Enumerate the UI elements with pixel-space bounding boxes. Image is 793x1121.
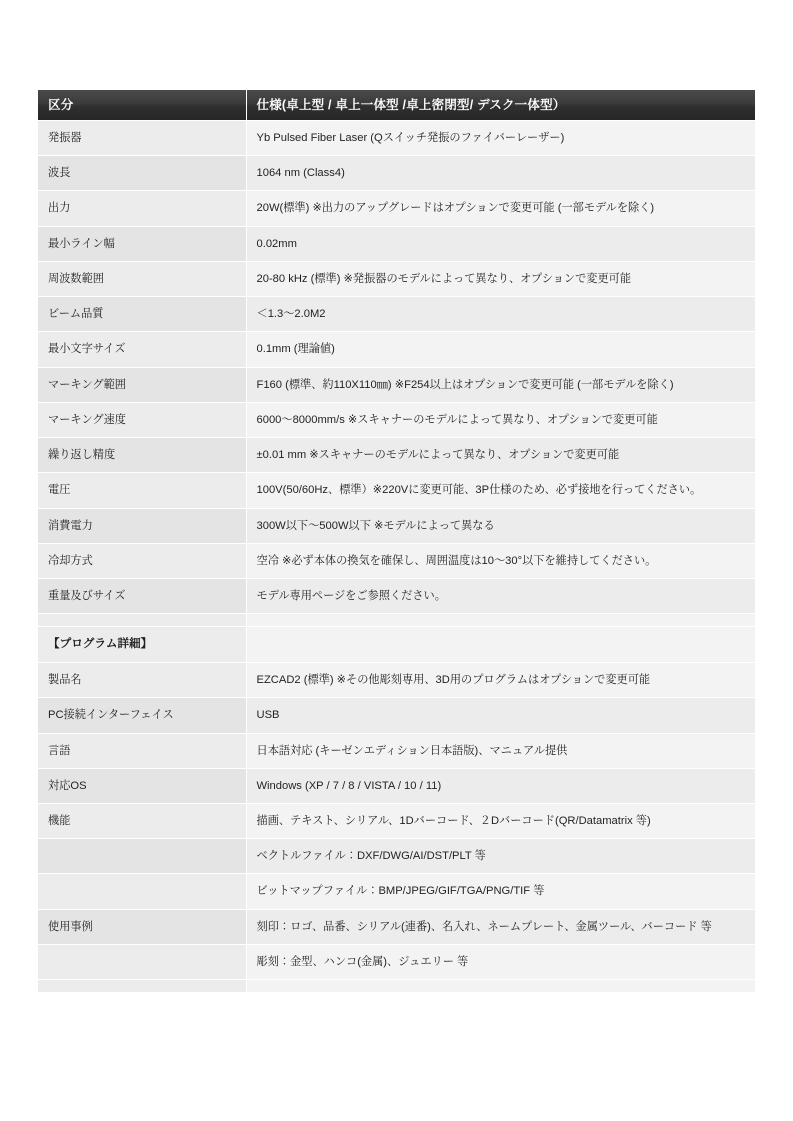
table-row bbox=[38, 191, 755, 226]
table-cell-category: 重量及びサイズ bbox=[38, 579, 246, 614]
table-cell-category: 波長 bbox=[38, 156, 246, 191]
table-cell-category: 周波数範囲 bbox=[38, 261, 246, 296]
table-row bbox=[38, 226, 755, 261]
table-row bbox=[38, 579, 755, 614]
table-cell-specification: ベクトルファイル：DXF/DWG/AI/DST/PLT 等 bbox=[246, 839, 755, 874]
table-cell-category: 【プログラム詳細】 bbox=[38, 627, 246, 663]
table-row bbox=[38, 543, 755, 578]
table-spacer-row bbox=[38, 614, 755, 627]
table-cell-specification: 1064 nm (Class4) bbox=[246, 156, 755, 191]
table-cell-category bbox=[38, 874, 246, 909]
table-row bbox=[38, 367, 755, 402]
table-cell-category: 言語 bbox=[38, 733, 246, 768]
table-cell-specification bbox=[246, 980, 755, 993]
table-cell-specification: モデル専用ページをご参照ください。 bbox=[246, 579, 755, 614]
table-cell-category: PC接続インターフェイス bbox=[38, 698, 246, 733]
table-cell-category: 出力 bbox=[38, 191, 246, 226]
table-cell-specification: 0.1mm (理論値) bbox=[246, 332, 755, 367]
table-row bbox=[38, 332, 755, 367]
table-row bbox=[38, 804, 755, 839]
table-cell-specification: ＜1.3〜2.0M2 bbox=[246, 297, 755, 332]
header-cell-specification: 仕様(卓上型 / 卓上一体型 /卓上密閉型/ デスク一体型） bbox=[246, 90, 755, 121]
table-cell-category: 消費電力 bbox=[38, 508, 246, 543]
table-cell-specification: Windows (XP / 7 / 8 / VISTA / 10 / 11) bbox=[246, 768, 755, 803]
table-row bbox=[38, 156, 755, 191]
table-cell-category: マーキング速度 bbox=[38, 402, 246, 437]
table-cell-category: 最小ライン幅 bbox=[38, 226, 246, 261]
table-cell-category: 対応OS bbox=[38, 768, 246, 803]
table-cell-category: 最小文字サイズ bbox=[38, 332, 246, 367]
table-cell-category: ビーム品質 bbox=[38, 297, 246, 332]
table-row bbox=[38, 402, 755, 437]
table-cell-category: 繰り返し精度 bbox=[38, 438, 246, 473]
table-row bbox=[38, 663, 755, 698]
table-row bbox=[38, 261, 755, 296]
table-cell-specification: Yb Pulsed Fiber Laser (Qスイッチ発振のファイバーレーザー) bbox=[246, 121, 755, 156]
table-row bbox=[38, 768, 755, 803]
table-cell-specification bbox=[246, 627, 755, 663]
table-row bbox=[38, 508, 755, 543]
table-row bbox=[38, 297, 755, 332]
specification-table bbox=[38, 90, 756, 993]
table-cell-category: 製品名 bbox=[38, 663, 246, 698]
table-cell-specification: 空冷 ※必ず本体の換気を確保し、周囲温度は10〜30°以下を維持してください。 bbox=[246, 543, 755, 578]
table-row bbox=[38, 839, 755, 874]
table-row bbox=[38, 909, 755, 944]
table-cell-specification: EZCAD2 (標準) ※その他彫刻専用、3D用のプログラムはオプションで変更可能 bbox=[246, 663, 755, 698]
table-row bbox=[38, 473, 755, 508]
table-cell-specification: 20-80 kHz (標準) ※発振器のモデルによって異なり、オプションで変更可能 bbox=[246, 261, 755, 296]
table-cell-specification: 描画、テキスト、シリアル、1Dバーコード、２Dバーコード(QR/Datamatrix 等) bbox=[246, 804, 755, 839]
table-cell-specification: ビットマップファイル：BMP/JPEG/GIF/TGA/PNG/TIF 等 bbox=[246, 874, 755, 909]
table-cell-category: 発振器 bbox=[38, 121, 246, 156]
table-cell-specification: 300W以下〜500W以下 ※モデルによって異なる bbox=[246, 508, 755, 543]
table-cell-category: 電圧 bbox=[38, 473, 246, 508]
table-row bbox=[38, 874, 755, 909]
table-cell-category bbox=[38, 614, 246, 627]
table-row bbox=[38, 698, 755, 733]
table-cell-category: マーキング範囲 bbox=[38, 367, 246, 402]
table-cell-category: 機能 bbox=[38, 804, 246, 839]
table-cell-specification: 0.02mm bbox=[246, 226, 755, 261]
table-cell-specification: 彫刻：金型、ハンコ(金属)、ジュエリー 等 bbox=[246, 944, 755, 979]
table-cell-category: 使用事例 bbox=[38, 909, 246, 944]
table-cell-specification: F160 (標準、約110X110㎜) ※F254以上はオプションで変更可能 (一部モデルを除く) bbox=[246, 367, 755, 402]
table-cell-specification: USB bbox=[246, 698, 755, 733]
table-row bbox=[38, 733, 755, 768]
specification-table-body bbox=[38, 90, 755, 993]
table-cell-category bbox=[38, 839, 246, 874]
header-cell-category: 区分 bbox=[38, 90, 246, 121]
table-cell-specification bbox=[246, 614, 755, 627]
table-cell-category bbox=[38, 944, 246, 979]
table-row bbox=[38, 121, 755, 156]
table-cell-specification: 6000〜8000mm/s ※スキャナーのモデルによって異なり、オプションで変更可能 bbox=[246, 402, 755, 437]
table-spacer-row bbox=[38, 980, 755, 993]
table-cell-specification: 100V(50/60Hz、標準）※220Vに変更可能、3P仕様のため、必ず接地を行ってください。 bbox=[246, 473, 755, 508]
table-cell-specification: 刻印：ロゴ、品番、シリアル(連番)、名入れ、ネームプレート、金属ツール、バーコード 等 bbox=[246, 909, 755, 944]
table-header-row bbox=[38, 90, 755, 121]
table-row bbox=[38, 944, 755, 979]
table-cell-category: 冷却方式 bbox=[38, 543, 246, 578]
table-cell-specification: ±0.01 mm ※スキャナーのモデルによって異なり、オプションで変更可能 bbox=[246, 438, 755, 473]
table-cell-specification: 日本語対応 (キーゼンエディション日本語版)、マニュアル提供 bbox=[246, 733, 755, 768]
table-section-row bbox=[38, 627, 755, 663]
table-cell-specification: 20W(標準) ※出力のアップグレードはオプションで変更可能 (一部モデルを除く) bbox=[246, 191, 755, 226]
table-row bbox=[38, 438, 755, 473]
table-cell-category bbox=[38, 980, 246, 993]
